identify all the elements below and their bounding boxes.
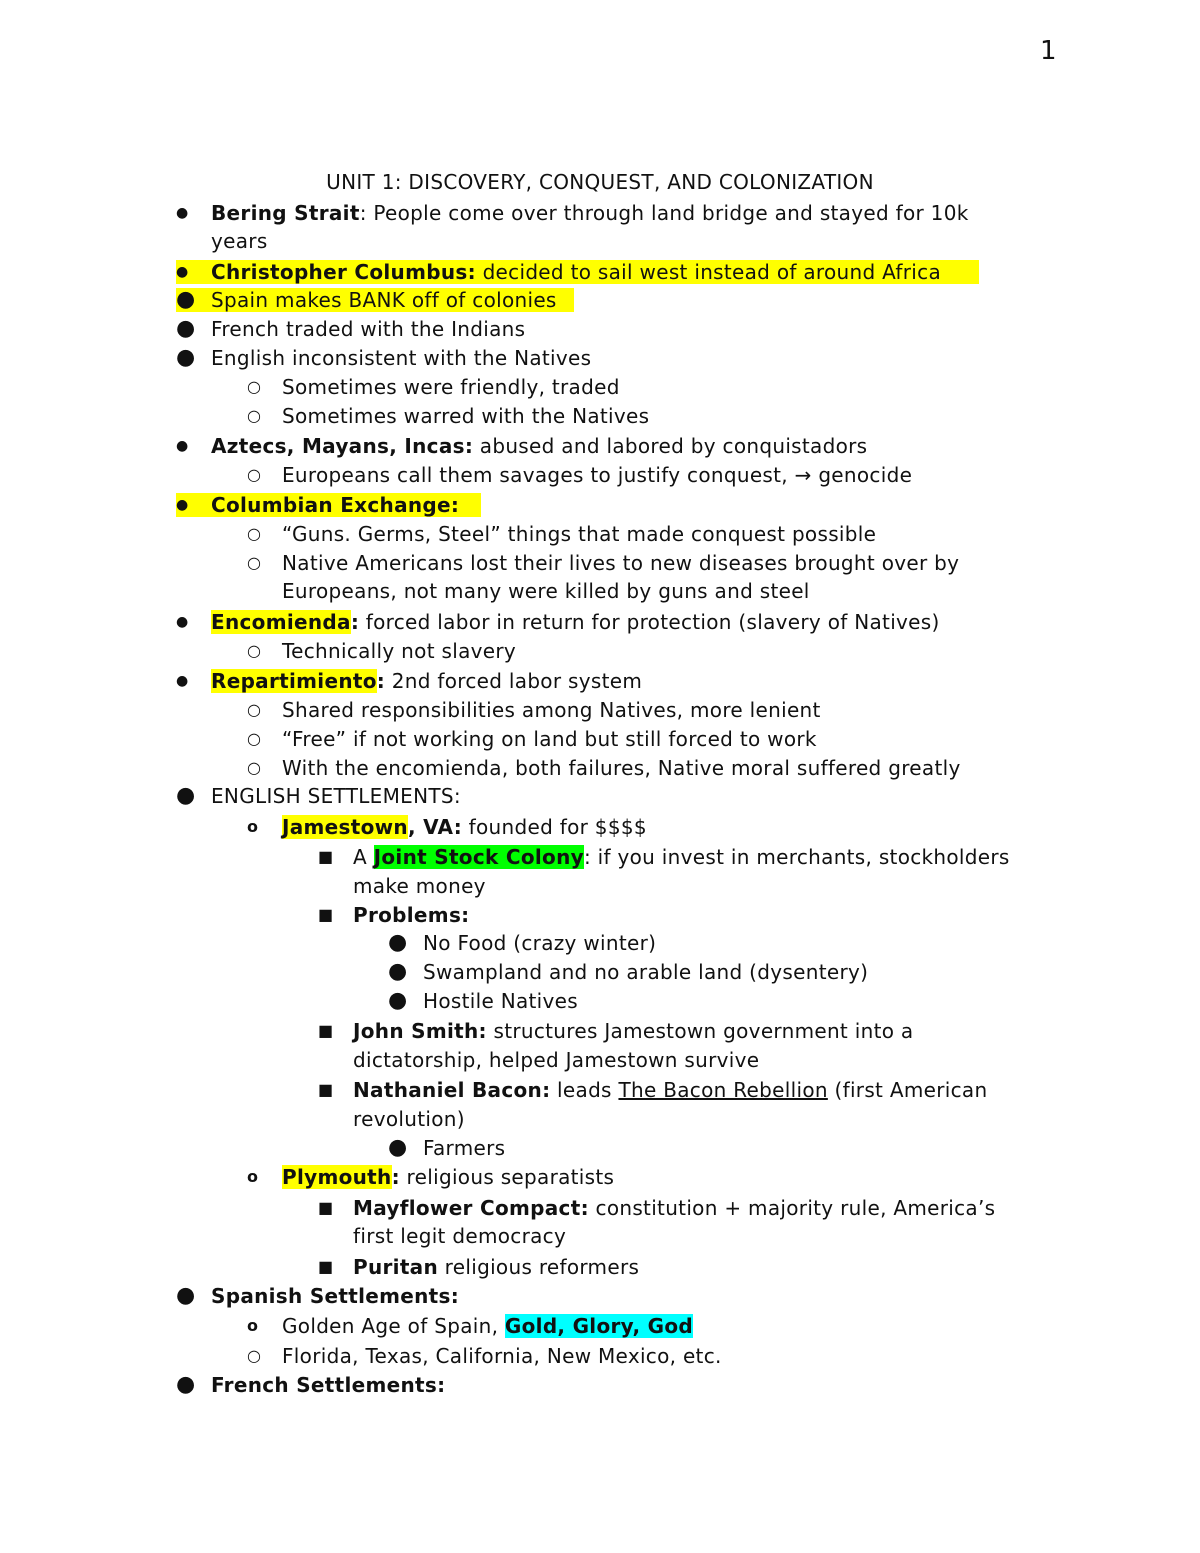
bullet-small-circle-icon: o	[247, 1167, 259, 1186]
bullet-circle-icon: ○	[247, 524, 262, 543]
bullet-dot-icon: ●	[176, 287, 196, 312]
bullet-dot-icon: ●	[176, 614, 189, 630]
bullet-square-icon: ■	[318, 847, 334, 866]
bullet-dot-icon: ●	[388, 988, 408, 1013]
term-colon: :	[350, 610, 360, 634]
sub-item-repart-2: “Free” if not working on land but still forced to work	[282, 727, 817, 751]
sub-item-florida: Florida, Texas, California, New Mexico, etc.	[282, 1344, 722, 1368]
text-golden-age: Golden Age of Spain,	[282, 1314, 505, 1338]
sub-sub-item-puritan	[353, 1254, 639, 1280]
term-joint-stock-colony: Joint Stock Colony	[373, 845, 584, 869]
list-item-columbus	[176, 259, 979, 285]
bullet-dot-icon: ●	[388, 930, 408, 955]
text-aztecs: abused and labored by conquistadors	[473, 434, 868, 458]
bullet-dot-icon: ●	[176, 438, 189, 454]
term-aztecs: Aztecs, Mayans, Incas:	[211, 434, 474, 458]
list-item-repartimiento	[211, 668, 642, 694]
bullet-square-icon: ■	[318, 1080, 334, 1099]
text-bering: : People come over through land bridge and stayed for 10k	[359, 201, 969, 225]
list-item-bering-cont: years	[211, 229, 268, 253]
list-item-exchange	[176, 492, 459, 518]
term-jamestown-va: , VA:	[407, 815, 462, 839]
sub-item-golden-age	[282, 1313, 693, 1339]
list-item-encomienda	[211, 609, 940, 635]
text-mayflower: constitution + majority rule, America’s	[588, 1196, 996, 1220]
list-item-spanish-settlements: Spanish Settlements:	[211, 1284, 460, 1308]
text-jsc: : if you invest in merchants, stockholders	[583, 845, 1010, 869]
list-item-spain	[176, 287, 557, 313]
sub-sub-item-jsc-cont: make money	[353, 874, 486, 898]
page-number: 1	[1040, 36, 1057, 66]
bullet-small-circle-icon: o	[247, 1316, 259, 1335]
term-plymouth: Plymouth	[282, 1165, 392, 1189]
text-spain: Spain makes BANK off of colonies	[211, 288, 557, 312]
sub-sub-item-problems: Problems:	[353, 903, 470, 927]
term-nathaniel-bacon: Nathaniel Bacon:	[353, 1078, 551, 1102]
term-colon: :	[376, 669, 386, 693]
list-item-english-settlements: ENGLISH SETTLEMENTS:	[211, 784, 461, 808]
bullet-dot-icon: ●	[176, 673, 189, 689]
term-gold-glory-god: Gold, Glory, God	[504, 1314, 693, 1338]
bullet-circle-icon: ○	[247, 377, 262, 396]
term-encomienda: Encomienda	[211, 610, 351, 634]
bullet-square-icon: ■	[318, 1198, 334, 1217]
sub-item-english-2: Sometimes warred with the Natives	[282, 404, 650, 428]
text-encomienda: forced labor in return for protection (slavery of Natives)	[359, 610, 940, 634]
term-jamestown: Jamestown	[282, 815, 408, 839]
sub-item-exchange-2-cont: Europeans, not many were killed by guns and steel	[282, 579, 810, 603]
term-columbian-exchange: Columbian Exchange:	[211, 493, 460, 517]
bullet-circle-icon: ○	[247, 729, 262, 748]
term-colon: :	[391, 1165, 400, 1189]
sub-item-repart-3: With the encomienda, both failures, Native moral suffered greatly	[282, 756, 961, 780]
sub-sub-item-mayflower	[353, 1195, 995, 1221]
page-title: UNIT 1: DISCOVERY, CONQUEST, AND COLONIZATION	[326, 170, 874, 194]
bullet-dot-icon: ●	[176, 316, 196, 341]
list-item-english: English inconsistent with the Natives	[211, 346, 592, 370]
text-puritan: religious reformers	[438, 1255, 640, 1279]
sub-item-jamestown	[282, 814, 647, 840]
bullet-circle-icon: ○	[247, 758, 262, 777]
sub-item-repart-1: Shared responsibilities among Natives, more lenient	[282, 698, 821, 722]
bacon-item-farmers: Farmers	[423, 1136, 506, 1160]
text-bacon: (first American	[827, 1078, 988, 1102]
problem-item-1: No Food (crazy winter)	[423, 931, 657, 955]
sub-sub-item-mayflower-cont: first legit democracy	[353, 1224, 567, 1248]
list-item-french: French traded with the Indians	[211, 317, 526, 341]
term-puritan: Puritan	[353, 1255, 439, 1279]
list-item-french-settlements: French Settlements:	[211, 1373, 446, 1397]
text-plymouth: religious separatists	[399, 1165, 615, 1189]
term-john-smith: John Smith:	[353, 1019, 487, 1043]
sub-item-aztecs-1: Europeans call them savages to justify conquest, → genocide	[282, 463, 913, 487]
bullet-circle-icon: ○	[247, 700, 262, 719]
text-bacon-pre: leads	[550, 1078, 619, 1102]
bullet-circle-icon: ○	[247, 553, 262, 572]
bullet-dot-icon: ●	[176, 1372, 196, 1397]
sub-item-exchange-1: “Guns. Germs, Steel” things that made conquest possible	[282, 522, 877, 546]
bullet-square-icon: ■	[318, 1021, 334, 1040]
bullet-circle-icon: ○	[247, 1346, 262, 1365]
bullet-circle-icon: ○	[247, 406, 262, 425]
sub-item-encomienda-1: Technically not slavery	[282, 639, 517, 663]
list-item-aztecs	[211, 433, 867, 459]
sub-sub-item-bacon-cont: revolution)	[353, 1107, 465, 1131]
bullet-dot-icon: ●	[176, 345, 196, 370]
term-columbus: Christopher Columbus:	[211, 260, 476, 284]
text-smith: structures Jamestown government into a	[486, 1019, 914, 1043]
bullet-small-circle-icon: o	[247, 817, 259, 836]
sub-sub-item-smith	[353, 1018, 913, 1044]
term-bering-strait: Bering Strait	[211, 201, 360, 225]
list-item-bering	[211, 200, 969, 226]
bullet-dot-icon: ●	[176, 205, 189, 221]
problem-item-3: Hostile Natives	[423, 989, 578, 1013]
sub-item-english-1: Sometimes were friendly, traded	[282, 375, 620, 399]
term-mayflower-compact: Mayflower Compact:	[353, 1196, 589, 1220]
bullet-dot-icon: ●	[388, 959, 408, 984]
bullet-square-icon: ■	[318, 1257, 334, 1276]
sub-sub-item-bacon	[353, 1077, 987, 1103]
bullet-square-icon: ■	[318, 905, 334, 924]
sub-item-plymouth	[282, 1164, 614, 1190]
bullet-dot-icon: ●	[176, 264, 189, 280]
bullet-dot-icon: ●	[388, 1135, 408, 1160]
sub-sub-item-jsc	[353, 844, 1010, 870]
problem-item-2: Swampland and no arable land (dysentery)	[423, 960, 869, 984]
text-jsc-pre: A	[353, 845, 374, 869]
sub-sub-item-smith-cont: dictatorship, helped Jamestown survive	[353, 1048, 760, 1072]
bullet-dot-icon: ●	[176, 1283, 196, 1308]
term-bacon-rebellion: The Bacon Rebellion	[618, 1078, 828, 1102]
bullet-dot-icon: ●	[176, 497, 189, 513]
bullet-circle-icon: ○	[247, 465, 262, 484]
text-columbus: decided to sail west instead of around Africa	[475, 260, 941, 284]
term-repartimiento: Repartimiento	[211, 669, 377, 693]
text-jamestown: founded for $$$$	[462, 815, 647, 839]
text-repartimiento: 2nd forced labor system	[385, 669, 643, 693]
bullet-circle-icon: ○	[247, 641, 262, 660]
bullet-dot-icon: ●	[176, 783, 196, 808]
sub-item-exchange-2: Native Americans lost their lives to new diseases brought over by	[282, 551, 960, 575]
